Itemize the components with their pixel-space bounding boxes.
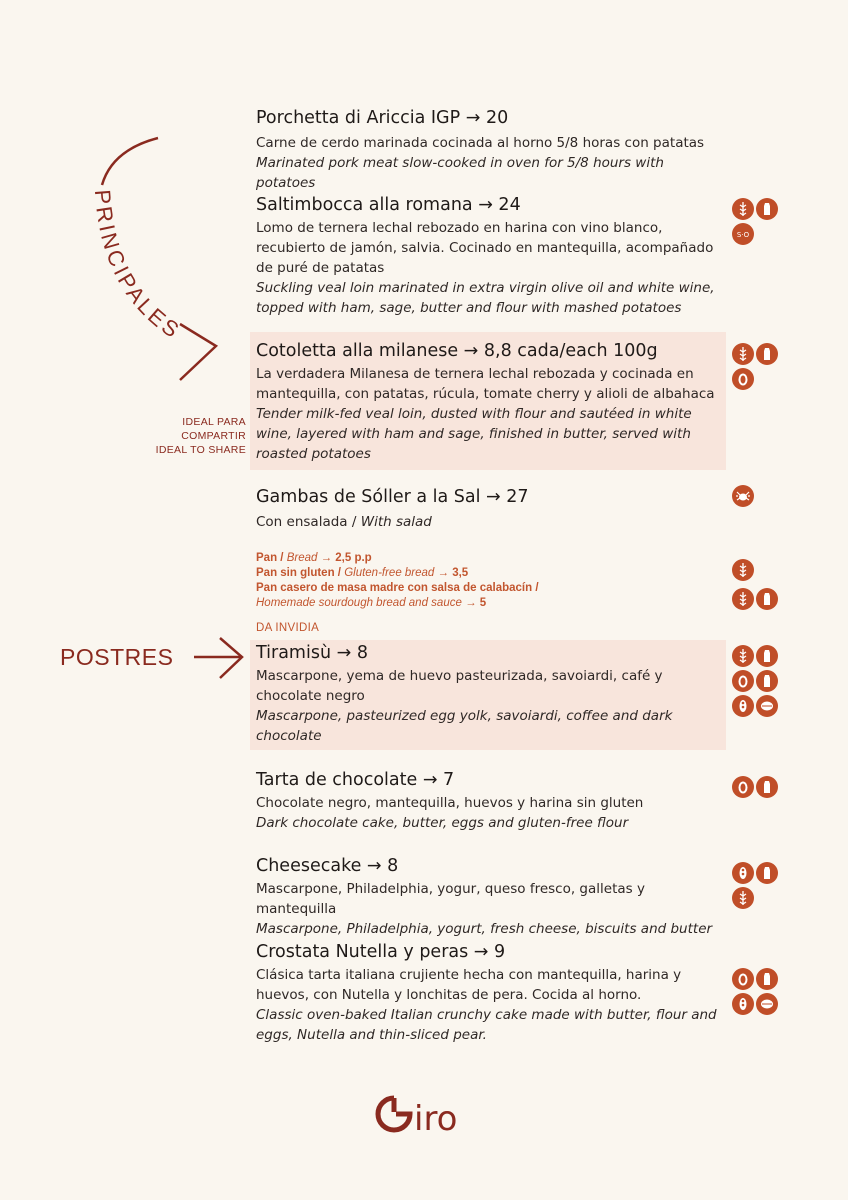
crustacean-icon: [732, 485, 754, 507]
item-desc-en: Suckling veal loin marinated in extra virgin olive oil and white wine, topped with ham, sage, butter and flour with mashed potatoes: [256, 280, 715, 316]
item-desc-es: Chocolate negro, mantequilla, huevos y harina sin gluten: [256, 795, 644, 811]
gluten-icon: [732, 645, 754, 667]
item-desc-es: Mascarpone, yema de huevo pasteurizada, savoiardi, café y chocolate negro: [256, 668, 663, 704]
allergen-icons: [731, 968, 783, 1018]
arrow-icon: [180, 324, 216, 380]
milk-icon: [756, 776, 778, 798]
da-invidia-label: DA INVIDIA: [256, 622, 320, 634]
milk-icon: [756, 343, 778, 365]
menu-item: [250, 107, 726, 193]
ideal-line-3: IDEAL TO SHARE: [155, 444, 246, 456]
bread-line: Pan sin gluten / Gluten-free bread → 3,5: [256, 567, 469, 579]
logo-wordmark: iro: [414, 1099, 458, 1138]
allergen-icons: [731, 776, 783, 801]
egg-icon: [732, 776, 754, 798]
item-title: Porchetta di Ariccia IGP → 20: [256, 108, 509, 128]
sulphites-icon: [732, 223, 754, 245]
gluten-icon: [732, 198, 754, 220]
ideal-line-2: COMPARTIR: [181, 430, 246, 442]
item-desc-en: Mascarpone, Philadelphia, yogurt, fresh cheese, biscuits and butter: [256, 921, 713, 937]
allergen-icons: [731, 588, 783, 613]
item-title: Saltimbocca alla romana → 24: [256, 195, 521, 215]
item-desc-es: Clásica tarta italiana crujiente hecha con mantequilla, harina y huevos, con Nutella y lonchitas de pera. Cocida al horno.: [256, 967, 682, 1003]
milk-icon: [756, 588, 778, 610]
milk-icon: [756, 645, 778, 667]
allergen-icons: [731, 645, 783, 720]
bread-section: [256, 551, 696, 611]
bread-line: Homemade sourdough bread and sauce → 5: [256, 597, 487, 609]
section-postres: POSTRES: [60, 644, 174, 670]
item-desc-en: Dark chocolate cake, butter, eggs and gluten-free flour: [256, 815, 629, 831]
gluten-icon: [732, 343, 754, 365]
gluten-icon: [732, 588, 754, 610]
item-title: Crostata Nutella y peras → 9: [256, 942, 506, 962]
menu-item: [250, 194, 726, 318]
item-title: Cotoletta alla milanese → 8,8 cada/each 100g: [256, 341, 658, 361]
milk-icon: [756, 670, 778, 692]
item-desc-en: Tender milk-fed veal loin, dusted with flour and sautéed in white wine, layered with ham and sage, finished in butter, served with roasted potatoes: [256, 406, 692, 462]
allergen-icons: [731, 862, 783, 912]
gluten-icon: [732, 887, 754, 909]
nuts-icon: [756, 993, 778, 1015]
menu-item: [250, 941, 726, 1045]
allergen-icons: [731, 559, 783, 584]
ideal-line-1: IDEAL PARA: [182, 416, 246, 428]
item-desc-en: With salad: [360, 514, 432, 530]
allergen-icons: [731, 343, 783, 393]
allergen-icons: [731, 198, 783, 248]
giro-logo: [374, 1092, 474, 1138]
item-title: Cheesecake → 8: [256, 856, 399, 876]
egg-icon: [732, 968, 754, 990]
egg-icon: [732, 368, 754, 390]
item-desc-en: Mascarpone, pasteurized egg yolk, savoiardi, coffee and dark chocolate: [256, 708, 673, 744]
menu-item-highlighted: [250, 640, 726, 750]
item-title: Gambas de Sóller a la Sal → 27: [256, 487, 529, 507]
item-desc-en: Classic oven-baked Italian crunchy cake made with butter, flour and eggs, Nutella and thin-sliced pear.: [256, 1007, 717, 1043]
item-desc-es: La verdadera Milanesa de ternera lechal rebozada y cocinada en mantequilla, con patatas, rúcula, tomate cherry y alioli de albahaca: [256, 366, 715, 402]
milk-icon: [756, 862, 778, 884]
item-desc: Con ensalada / With salad: [256, 514, 432, 530]
item-desc-es: Lomo de ternera lechal rebozado en harina con vino blanco, recubierto de jamón, salvia. Cocinado en mantequilla, acompañado de puré de patatas: [256, 220, 714, 276]
menu-item: [250, 855, 726, 939]
soy-icon: [732, 862, 754, 884]
ideal-to-share-label: [140, 415, 246, 457]
item-title: Tiramisù → 8: [256, 643, 368, 663]
item-desc-en: Marinated pork meat slow-cooked in oven for 5/8 hours with potatoes: [256, 155, 664, 191]
milk-icon: [756, 198, 778, 220]
bread-line: Pan casero de masa madre con salsa de calabacín /: [256, 582, 539, 594]
item-title: Tarta de chocolate → 7: [256, 770, 455, 790]
section-principales: PRINCIPALES: [89, 188, 186, 345]
soy-icon: [732, 695, 754, 717]
item-desc-es: Con ensalada: [256, 514, 348, 530]
menu-item: [250, 769, 726, 833]
item-desc-es: Carne de cerdo marinada cocinada al horno 5/8 horas con patatas: [256, 135, 705, 151]
item-desc-es: Mascarpone, Philadelphia, yogur, queso fresco, galletas y mantequilla: [256, 881, 645, 917]
milk-icon: [756, 968, 778, 990]
menu-item-highlighted: [250, 332, 726, 470]
allergen-icons: [731, 485, 783, 510]
menu-item: [250, 486, 726, 532]
soy-icon: [732, 993, 754, 1015]
svg-text:S·O: S·O: [736, 231, 750, 239]
bread-line: Pan / Bread → 2,5 p.p: [256, 552, 372, 564]
egg-icon: [732, 670, 754, 692]
gluten-icon: [732, 559, 754, 581]
nuts-icon: [756, 695, 778, 717]
